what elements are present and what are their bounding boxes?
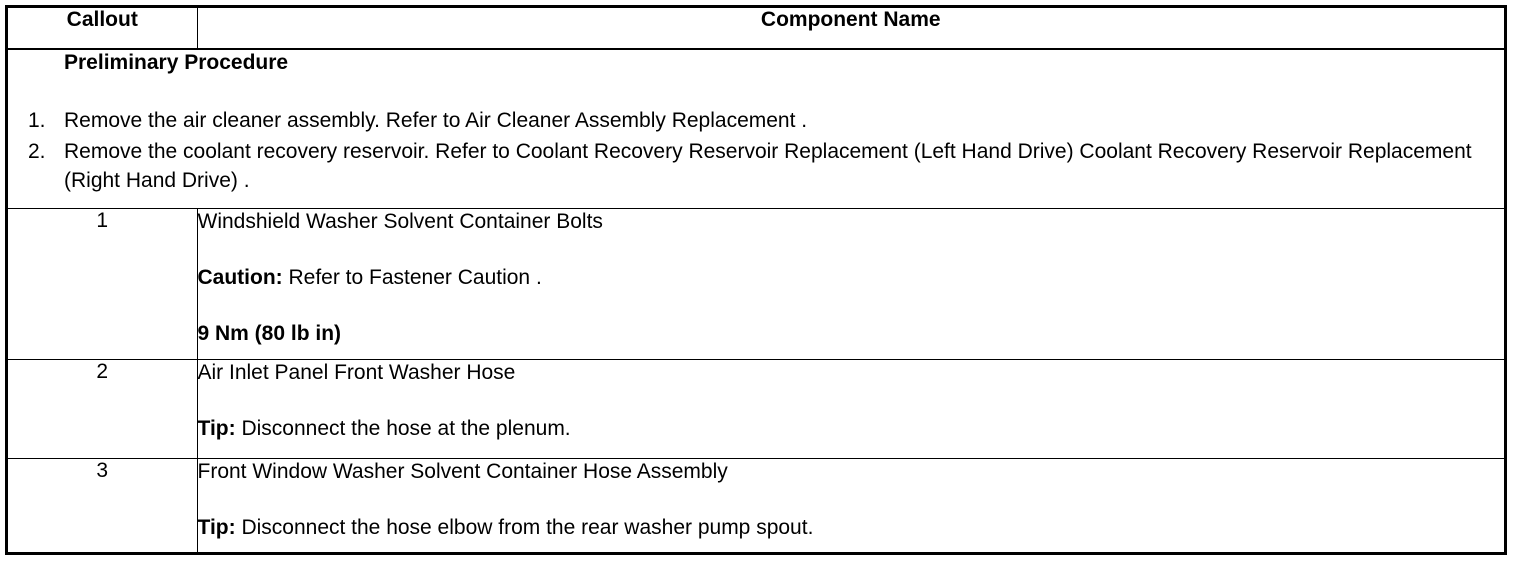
preliminary-procedure-row xyxy=(8,49,1504,209)
tip-text: Disconnect the hose elbow from the rear washer pump spout. xyxy=(235,516,814,539)
component-name: Air Inlet Panel Front Washer Hose xyxy=(197,361,516,384)
procedure-table xyxy=(8,8,1504,555)
torque-spec: 9 Nm (80 lb in) xyxy=(197,322,342,345)
tip-label: Tip: xyxy=(197,417,236,440)
tip-note xyxy=(198,515,1505,541)
tip-label: Tip: xyxy=(197,516,236,539)
component-cell xyxy=(197,360,1504,459)
preliminary-procedure-cell xyxy=(8,49,1504,209)
table-row xyxy=(8,360,1504,459)
caution-label: Caution: xyxy=(197,266,283,289)
procedure-table-frame xyxy=(5,5,1507,555)
table-row xyxy=(8,459,1504,556)
preliminary-step xyxy=(8,137,1504,195)
component-name-column-header: Component Name xyxy=(197,8,1504,49)
caution-text: Refer to Fastener Caution . xyxy=(282,266,542,289)
step-number: 1. xyxy=(28,109,46,132)
callout-column-header: Callout xyxy=(8,8,197,49)
component-cell xyxy=(197,459,1504,556)
preliminary-steps-list xyxy=(8,106,1504,195)
callout-number: 1 xyxy=(8,209,197,360)
component-name: Windshield Washer Solvent Container Bolts xyxy=(197,210,603,233)
preliminary-step xyxy=(8,106,1504,135)
caution-note xyxy=(198,265,1505,291)
step-text: Remove the coolant recovery reservoir. Refer to Coolant Recovery Reservoir Replacement (Left Hand Drive) Coolant Recovery Reservoir Replacement (Right Hand Drive) . xyxy=(64,140,1472,192)
tip-text: Disconnect the hose at the plenum. xyxy=(235,417,571,440)
tip-note xyxy=(198,416,1505,442)
component-cell xyxy=(197,209,1504,360)
callout-number: 3 xyxy=(8,459,197,556)
callout-number: 2 xyxy=(8,360,197,459)
table-header-row xyxy=(8,8,1504,49)
step-text: Remove the air cleaner assembly. Refer to Air Cleaner Assembly Replacement . xyxy=(64,109,808,132)
preliminary-procedure-title: Preliminary Procedure xyxy=(64,51,289,74)
table-row xyxy=(8,209,1504,360)
step-number: 2. xyxy=(28,140,46,163)
component-name: Front Window Washer Solvent Container Hose Assembly xyxy=(197,460,728,483)
